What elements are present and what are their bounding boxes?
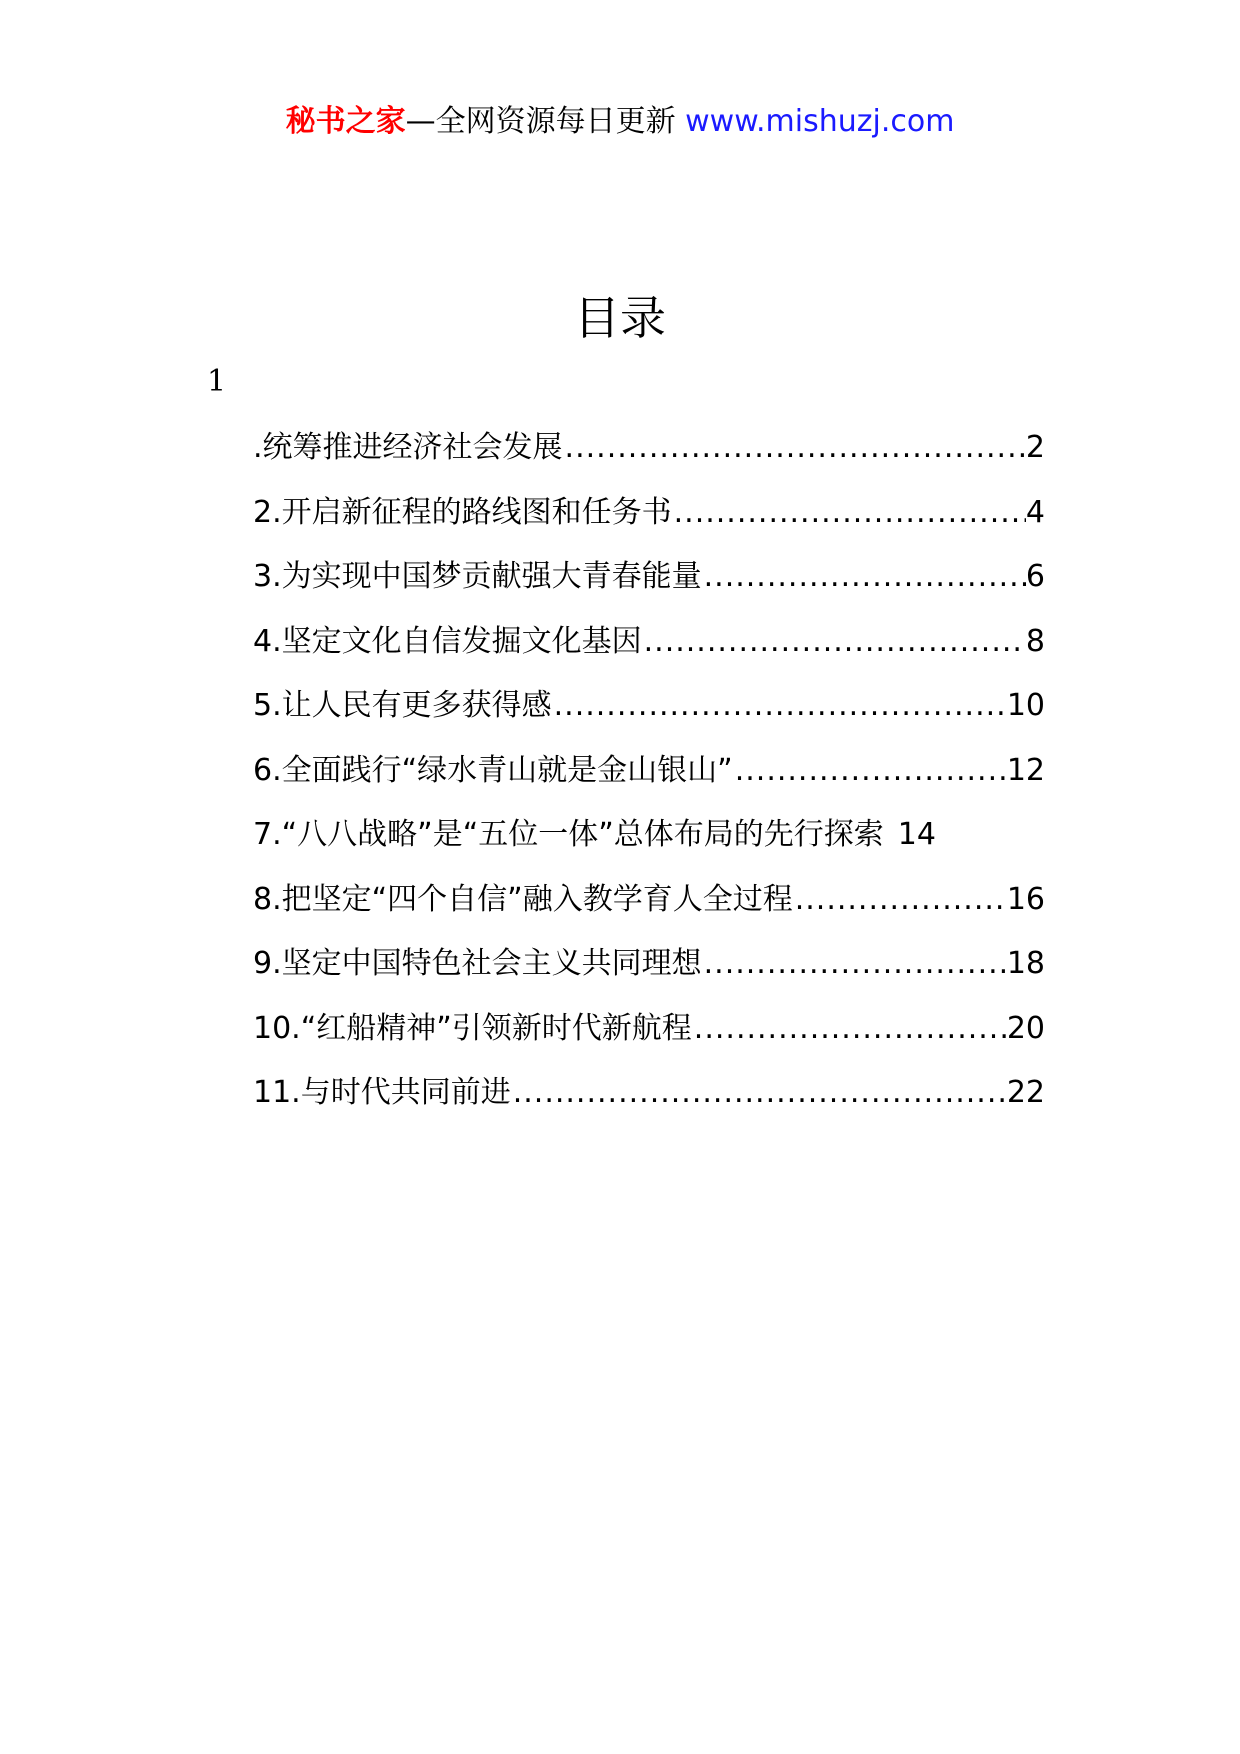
toc-dot-leader	[702, 557, 1026, 597]
stray-number: 1	[207, 364, 227, 399]
site-url[interactable]: www.mishuzj.com	[685, 104, 955, 139]
toc-entry-label: 5.让人民有更多获得感	[253, 688, 552, 723]
toc-dot-leader	[511, 1073, 1007, 1113]
toc-entry-11[interactable]	[253, 1073, 1045, 1138]
toc-dot-leader	[692, 1009, 1007, 1049]
toc-entry-page: 6	[1025, 559, 1045, 594]
tagline: —全网资源每日更新	[405, 104, 676, 139]
toc-entry-9[interactable]	[253, 944, 1045, 1009]
table-of-contents	[253, 428, 1045, 1138]
brand-name: 秘书之家	[285, 104, 406, 139]
toc-entry-page: 16	[1006, 881, 1045, 917]
toc-entry-page: 10	[1006, 688, 1045, 723]
toc-dot-leader	[702, 944, 1007, 984]
site-header	[0, 102, 1240, 142]
toc-entry-label: 9.坚定中国特色社会主义共同理想	[253, 946, 702, 981]
toc-entry-5[interactable]	[253, 686, 1045, 751]
page-title: 目录	[574, 291, 666, 345]
toc-entry-1[interactable]	[253, 428, 1045, 493]
toc-dot-leader	[563, 428, 1026, 468]
toc-entry-page: 18	[1006, 946, 1045, 981]
toc-entry-label: .统筹推进经济社会发展	[253, 430, 563, 465]
toc-entry-label: 3.为实现中国梦贡献强大青春能量	[253, 559, 702, 594]
toc-entry-page: 12	[1006, 752, 1045, 788]
toc-entry-label: 10.“红船精神”引领新时代新航程	[253, 1010, 692, 1046]
toc-entry-page: 8	[1025, 623, 1045, 659]
toc-dot-leader	[793, 880, 1007, 920]
toc-entry-page: 2	[1025, 430, 1045, 465]
toc-dot-leader	[733, 751, 1007, 791]
toc-entry-7[interactable]	[253, 815, 1045, 880]
toc-entry-label: 2.开启新征程的路线图和任务书	[253, 494, 672, 530]
toc-entry-label: 6.全面践行“绿水青山就是金山银山”	[253, 752, 733, 788]
toc-entry-8[interactable]	[253, 880, 1045, 945]
toc-entry-label: 11.与时代共同前进	[253, 1075, 511, 1110]
toc-entry-page: 4	[1025, 494, 1045, 530]
toc-dot-leader	[552, 686, 1007, 726]
toc-entry-page: 22	[1006, 1075, 1045, 1110]
toc-dot-leader	[672, 493, 1026, 533]
toc-entry-3[interactable]	[253, 557, 1045, 622]
toc-entry-6[interactable]	[253, 751, 1045, 816]
toc-entry-2[interactable]	[253, 493, 1045, 558]
toc-entry-label: 7.“八八战略”是“五位一体”总体布局的先行探索	[253, 817, 884, 852]
toc-entry-4[interactable]	[253, 622, 1045, 687]
toc-entry-page: 14	[897, 817, 936, 852]
toc-entry-label: 8.把坚定“四个自信”融入教学育人全过程	[253, 881, 793, 917]
toc-dot-leader	[642, 622, 1026, 662]
toc-entry-label: 4.坚定文化自信发掘文化基因	[253, 623, 642, 659]
toc-entry-10[interactable]	[253, 1009, 1045, 1074]
toc-entry-page: 20	[1006, 1010, 1045, 1046]
